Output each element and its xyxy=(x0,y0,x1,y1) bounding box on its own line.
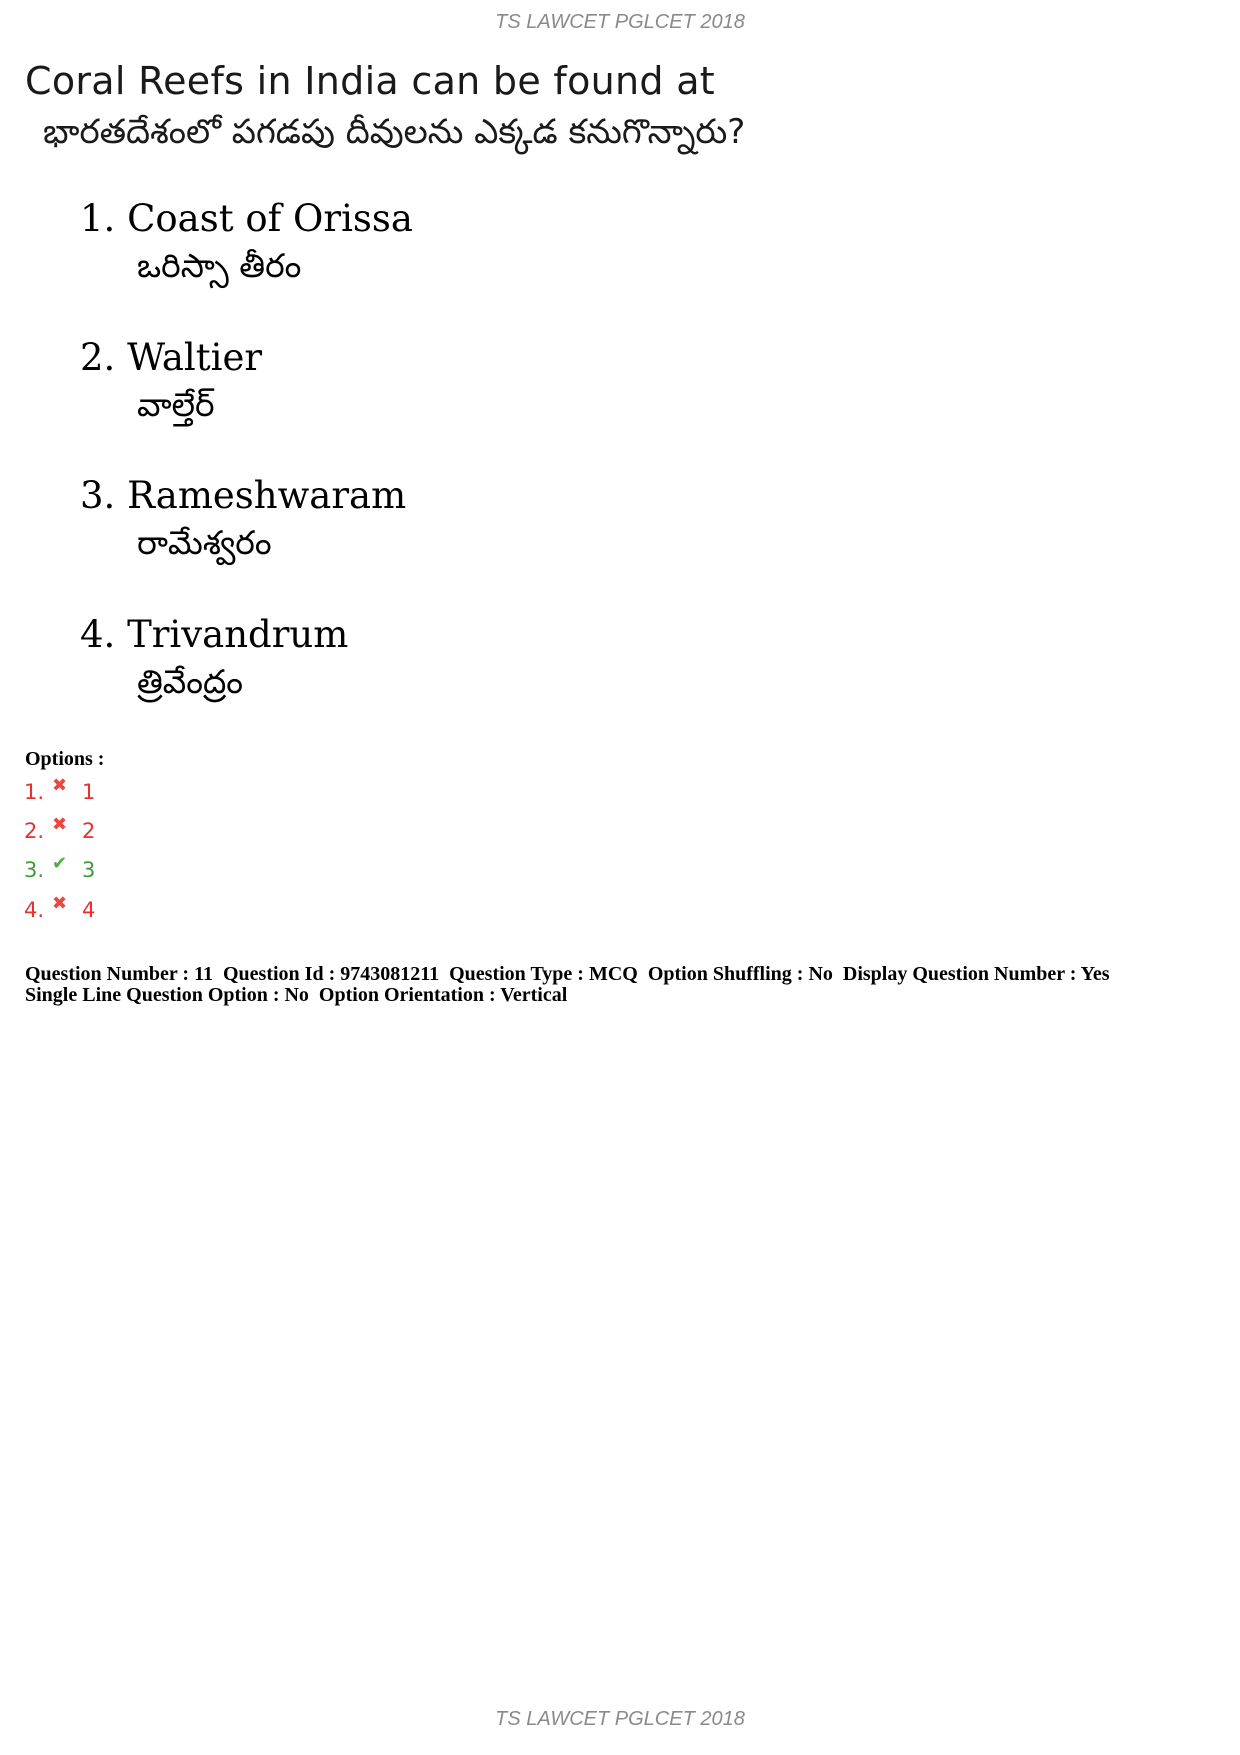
question-metadata xyxy=(25,964,1215,1006)
cross-icon: ✖ xyxy=(52,892,68,914)
check-icon: ✔ xyxy=(52,852,68,874)
page-footer: TS LAWCET PGLCET 2018 xyxy=(495,1708,745,1730)
option-value: 1 xyxy=(82,780,96,804)
option-row-3 xyxy=(24,852,96,882)
choice-text-telugu: రామేశ్వరం xyxy=(137,523,272,562)
question-text-telugu: భారతదేశంలో పగడపు దీవులను ఎక్కడ కనుగొన్నారు? xyxy=(43,112,746,152)
cross-icon: ✖ xyxy=(52,774,68,796)
choice-text-telugu: త్రివేంద్రం xyxy=(137,662,244,701)
choice-text-english: 2. Waltier xyxy=(80,336,263,379)
option-row-2 xyxy=(24,813,96,843)
option-number: 4. xyxy=(24,898,45,922)
page-header: TS LAWCET PGLCET 2018 xyxy=(495,11,745,33)
cross-icon: ✖ xyxy=(52,813,68,835)
metadata-line-2: Single Line Question Option : No Option Orientation : Vertical xyxy=(25,984,568,1006)
choice-item xyxy=(80,335,262,429)
option-number: 2. xyxy=(24,819,45,843)
question-image xyxy=(25,56,1025,158)
choice-text-english: 3. Rameshwaram xyxy=(80,474,407,517)
choice-text-english: 4. Trivandrum xyxy=(80,613,349,656)
option-row-4 xyxy=(24,892,96,922)
choice-text-telugu: వాల్తేర్ xyxy=(137,385,215,424)
option-number: 1. xyxy=(24,780,45,804)
option-value: 2 xyxy=(82,819,96,843)
metadata-line-1: Question Number : 11 Question Id : 9743081211 Question Type : MCQ Option Shuffling : No Display Question Number : Yes xyxy=(25,963,1110,985)
option-value: 3 xyxy=(82,858,96,882)
option-value: 4 xyxy=(82,898,96,922)
choice-text-english: 1. Coast of Orissa xyxy=(80,197,413,240)
options-label: Options : xyxy=(25,748,105,770)
choice-item xyxy=(80,196,413,290)
question-text-english: Coral Reefs in India can be found at xyxy=(25,59,715,103)
option-row-1 xyxy=(24,774,96,804)
choice-item xyxy=(80,612,348,706)
choice-item xyxy=(80,473,406,567)
choice-text-telugu: ఒరిస్సా తీరం xyxy=(137,246,302,285)
option-number: 3. xyxy=(24,858,45,882)
